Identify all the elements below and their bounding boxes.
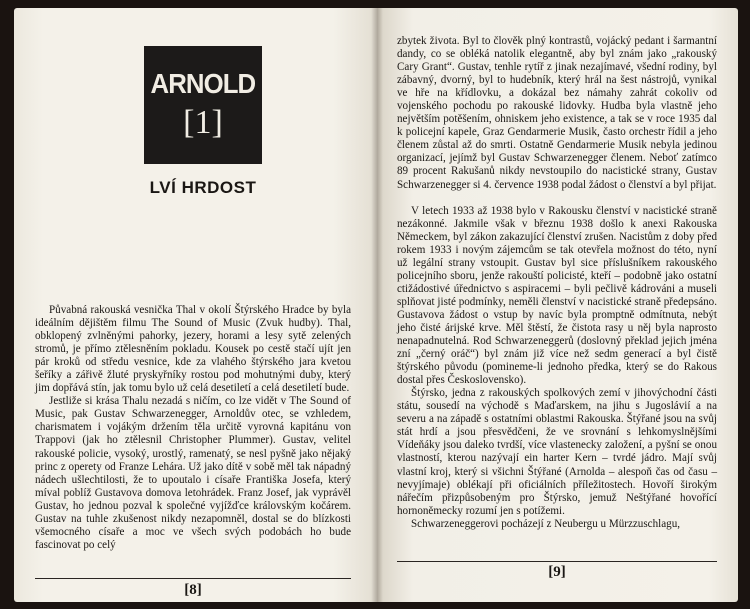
book-spread bbox=[14, 8, 738, 602]
paragraph: V letech 1933 až 1938 bylo v Rakousku členství v nacistické straně nezákonné. Jakmile však v březnu 1938 došlo k anexi Rakouska Německem, byl zákon zakazující členství zrušen. Nacistům z doby před rokem 1933 i novým zájemcům se tak otevřela možnost do této, nyní už legální strany vstoupit. Gustav byl sice příslušníkem rakouského policejního sboru, jenže rakouští policisté, kteří – podobně jako ostatní ctižádostivé úřednictvo s aspiracemi – byli pečlivě kádrováni a museli splňovat jisté podmínky, neměli členství v nacistické straně předepsáno. Gustavova žádost o vstup by navíc byla promptně odmítnuta, nebýt jeho čisté árijské krve. Měl štěstí, že čistota rasy u něj byla naprosto nenapadnutelná. Rod Schwarzeneggerů (doslovný překlad jejich jména zní „černý oráč“) byl znám již více než sedm generací a byl čistě štýrského původu (pomineme-li jednoho předka, který se do Rakous dostal přes Československo). bbox=[397, 204, 717, 387]
page-number: [9] bbox=[548, 564, 566, 580]
paragraph: zbytek života. Byl to člověk plný kontrastů, vojácký pedant i šarmantní dandy, co se obléká natolik elegantně, aby byl znám jako „rakouský Cary Grant“. Gustav, tenhle rytíř z jinak nezajímavé, všední rodiny, byl zábavný, dvorný, byl to hudebník, který hrál na šest nástrojů, vynikal ve hře na křídlovku, a dokázal bez námahy zahrát cokoliv od vojenského pochodu po rakouské lidovky. Hudba byla vlastně jeho největším potěšením, ohniskem jeho existence, a tak se v roce 1935 dal k policejní kapele, Graz Gendarmerie Musik, často orchestr řídil a jeho členem zůstal až do smrti. Ostatně Gendarmerie Musik nebyla jedinou organizací, jejímž byl Gustav Schwarzenegger členem. Neboť zatímco 89 procent Rakušanů nikdy nevstoupilo do nacistické strany, Gustav Schwarzenegger si 4. července 1938 podal žádost o členství a byl přijat. bbox=[397, 35, 717, 191]
footer-rule bbox=[35, 578, 351, 579]
paragraph: Půvabná rakouská vesnička Thal v okolí Štýrského Hradce by byla ideálním dějištěm filmu The Sound of Music (Zvuk hudby). Thal, obklopený zvlněnými pahorky, jezery, horami a lesy sytě zelených stromů, je přímo ztělesněním pokladu. Kousek po cestě stačí ujít jen pár kroků od středu vesnice, kde za vlahého štýrského jara kvetou šeříky a zářivě žluté pryskyřníky rostou pod mohutnými duby, který jim dopřává stín, jak tomu bylo už celá desetiletí a celá desetiletí bude. bbox=[35, 304, 351, 395]
paragraph: Schwarzeneggerovi pocházejí z Neubergu u Mürzzuschlagu, bbox=[411, 517, 681, 530]
paragraph-spacer bbox=[397, 192, 717, 205]
chapter-heading-block bbox=[144, 46, 262, 164]
book-gutter-shadow bbox=[371, 8, 383, 602]
footer-rule bbox=[397, 561, 717, 562]
chapter-title: LVÍ HRDOST bbox=[149, 178, 257, 197]
paragraph: Jestliže si krása Thalu nezadá s ničím, co lze vidět v The Sound of Music, pak Gustav Schwarzenegger, Arnoldův otec, se vzhledem, charismatem i vojákým držením těla určitě vyrovná kapitánu von Trappovi (jak ho ztělesnil Christopher Plummer). Gustav, velitel rakouské policie, vysoký, urostlý, ramenatý, se nesl pyšně jako nějaký princ z operety od Franze Lehára. Už jako dítě v sobě měl tak nápadný nádech ušlechtilosti, že to upoutalo i císaře Františka Josefa, který míval poblíž Gustavova domova letohrádek. Franz Josef, jak vyprávěl Gustav, ho jednou pozval k společné vyjížďce královským kočárem. Gustav na tuhle zkušenost nikdy nezapomněl, dostal se do blízkosti všemocného císaře a moc ve všech svých podobách ho bude fascinovat po celý bbox=[35, 395, 351, 551]
right-page-text bbox=[397, 35, 717, 531]
paragraph: Štýrsko, jedna z rakouských spolkových zemí v jihovýchodní části státu, sousedí na východě s Maďarskem, na jihu s Jugoslávií a na severu a na západě s ostatními oblastmi Rakouska. Štýřané jsou na svůj stát hrdí a jsou přesvědčeni, že ve srovnání s lehkomyslnějšími Vídeňáky jsou daleko tvrdší, více vlastenecky založení, a pyšní se onou vlastností, kterou nazývají ein harter Kern – tvrdé jádro. Mají svůj vlastní kroj, který si všichni Štýřané (Arnolda – alespoň čas od času – nevyjímaje) oblékají při oficiálních příležitostech. Hovoří širokým nářečím přizpůsobeným pro Štýrsko, jemuž Neštýřané hovořící hornoněmecky rozumí jen s potížemi. bbox=[397, 387, 717, 517]
chapter-number: [1] bbox=[183, 104, 223, 141]
left-page bbox=[14, 8, 377, 602]
right-page bbox=[377, 8, 738, 602]
left-page-text bbox=[35, 304, 351, 552]
chapter-name: ARNOLD bbox=[150, 68, 256, 99]
page-number: [8] bbox=[184, 582, 202, 598]
